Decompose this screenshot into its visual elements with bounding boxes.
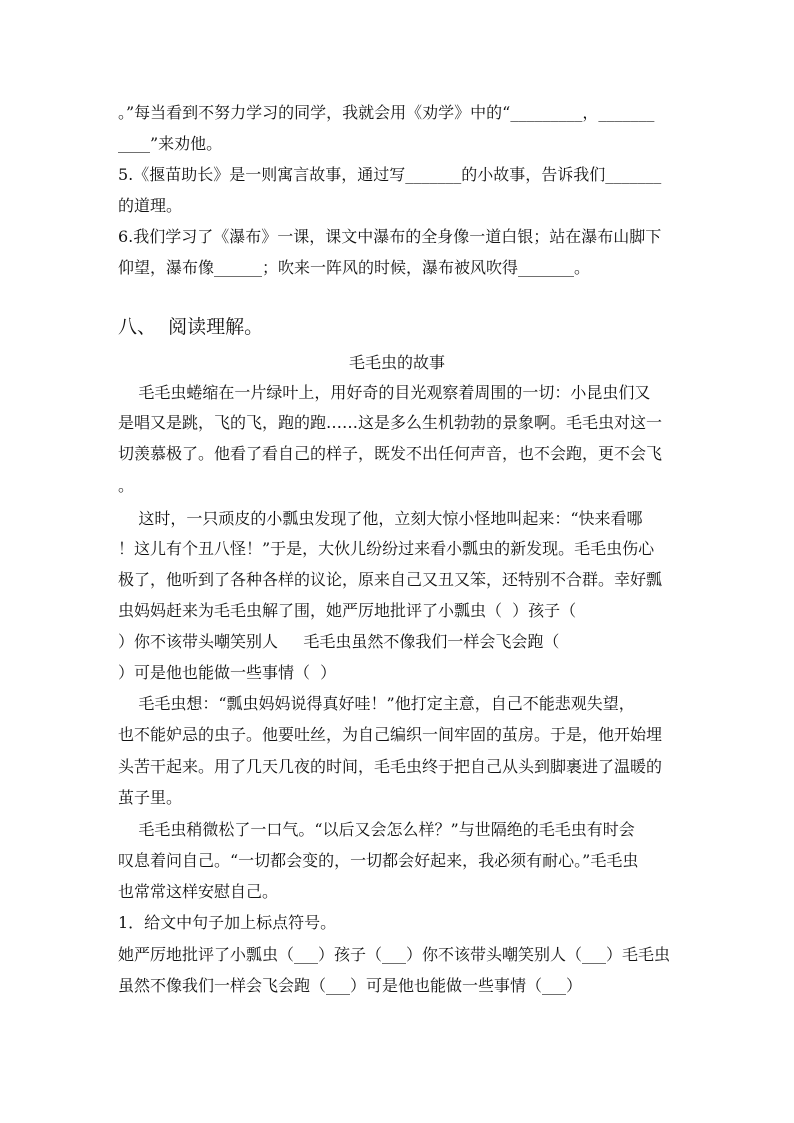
story-line: ！这儿有个丑八怪！”于是，大伙儿纷纷过来看小瓢虫的新发现。毛毛虫伤心 <box>118 539 655 558</box>
story-line: 虫妈妈赶来为毛毛虫解了围，她严厉地批评了小瓢虫（ ）孩子（ <box>118 601 577 620</box>
story-line: 叹息着问自己。“一切都会变的，一切都会好起来，我必须有耐心。”毛毛虫 <box>118 851 639 870</box>
story-line: 切羡慕极了。他看了看自己的样子，既发不出任何声音，也不会跑，更不会飞 <box>118 444 663 463</box>
text-line: 。”每当看到不努力学习的同学，我就会用《劝学》中的“_________，_______ <box>118 103 655 122</box>
story-line: ）你不该带头嘲笑别人 毛毛虫虽然不像我们一样会飞会跑（ <box>118 632 560 651</box>
question-1-sentence: 虽然不像我们一样会飞会跑（___）可是他也能做一些事情（___） <box>118 976 583 995</box>
story-line: 毛毛虫蜷缩在一片绿叶上，用好奇的目光观察着周围的一切：小昆虫们又 <box>118 383 651 402</box>
story-line: 也不能妒忌的虫子。他要吐丝，为自己编织一间牢固的茧房。于是，他开始埋 <box>118 725 663 744</box>
story-line: 毛毛虫稍微松了一口气。“以后又会怎么样？”与世隔绝的毛毛虫有时会 <box>118 820 635 839</box>
story-line: 极了，他听到了各种各样的议论，原来自己又丑又笨，还特别不合群。幸好瓢 <box>118 570 663 589</box>
text-line: ____”来劝他。 <box>118 134 223 153</box>
story-line: 。 <box>118 476 135 495</box>
section-heading: 八、 阅读理解。 <box>118 316 264 338</box>
story-line: 茧子里。 <box>118 788 183 807</box>
question-1-prompt: 1．给文中句子加上标点符号。 <box>118 913 337 932</box>
question-1-sentence: 她严厉地批评了小瓢虫（___）孩子（___）你不该带头嘲笑别人（___）毛毛虫 <box>118 945 671 964</box>
text-line: 仰望，瀑布像______；吹来一阵风的时候，瀑布被风吹得_______。 <box>118 258 591 277</box>
story-title: 毛毛虫的故事 <box>348 353 445 372</box>
story-line: 是唱又是跳，飞的飞，跑的跑……这是多么生机勃勃的景象啊。毛毛虫对这一 <box>118 413 663 432</box>
story-line: ）可是他也能做一些事情（ ） <box>118 663 337 682</box>
text-line: 的道理。 <box>118 196 183 215</box>
story-line: 也常常这样安慰自己。 <box>118 882 279 901</box>
story-line: 这时，一只顽皮的小瓢虫发现了他，立刻大惊小怪地叫起来：“快来看哪 <box>118 509 643 528</box>
question-5: 5.《揠苗助长》是一则寓言故事，通过写_______的小故事，告诉我们_______ <box>118 165 662 184</box>
story-line: 头苦干起来。用了几天几夜的时间，毛毛虫终于把自己从头到脚裹进了温暖的 <box>118 757 663 776</box>
story-line: 毛毛虫想：“瓢虫妈妈说得真好哇！”他打定主意，自己不能悲观失望， <box>118 694 635 713</box>
question-6: 6.我们学习了《瀑布》一课，课文中瀑布的全身像一道白银；站在瀑布山脚下 <box>118 227 662 246</box>
